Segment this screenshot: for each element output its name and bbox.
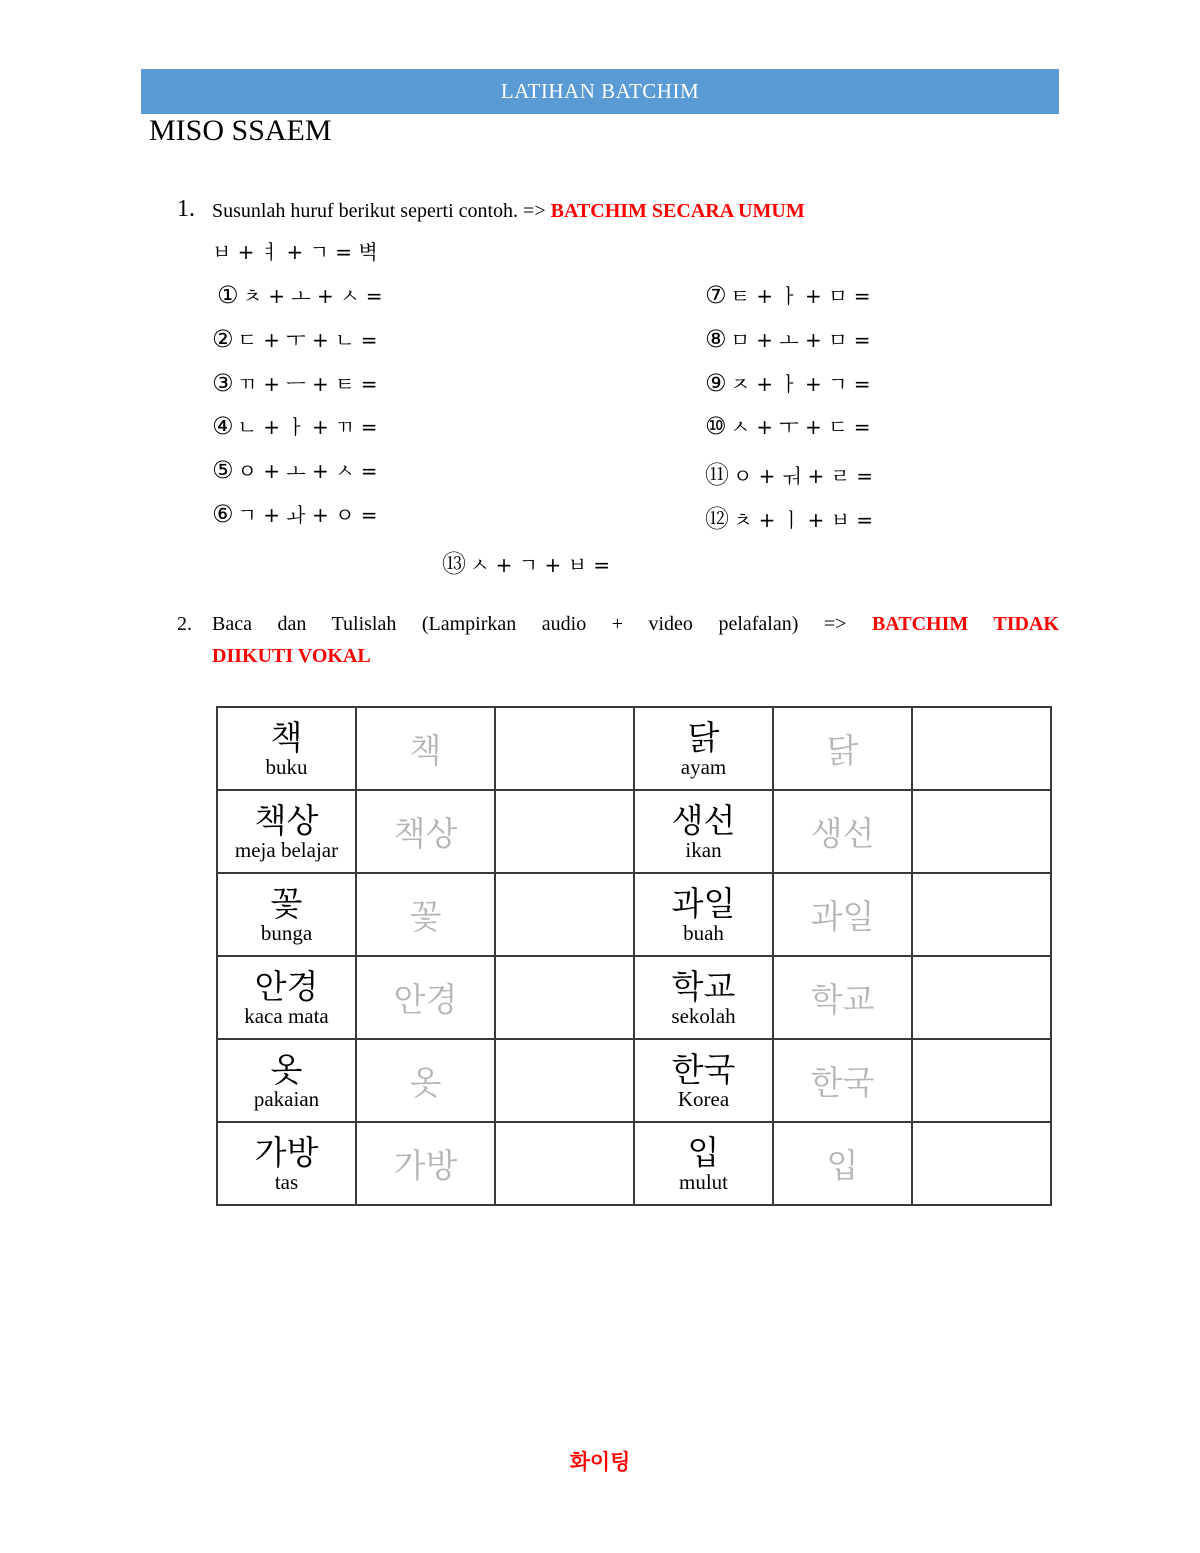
trace-word: 한국: [810, 1063, 875, 1102]
exercise-item: [705, 455, 873, 490]
trace-word: 입: [826, 1146, 859, 1185]
writing-cell[interactable]: [912, 956, 1051, 1039]
question-2-instruction: Baca dan Tulislah (Lampirkan audio + video pelafalan) =>: [212, 613, 872, 635]
korean-word: 과일: [671, 883, 736, 923]
question-1-text: [212, 200, 805, 223]
exercise-item: [705, 411, 871, 440]
exercise-item: [217, 280, 383, 309]
trace-word: 꽃: [409, 897, 442, 936]
question-1-instruction: Susunlah huruf berikut seperti contoh. =>: [212, 200, 551, 222]
table-row: [217, 1039, 1051, 1122]
korean-word: 닭: [687, 717, 720, 757]
exercise-item: [212, 368, 378, 397]
author-name: MISO SSAEM: [149, 114, 332, 147]
exercise-expression: ㅅ + ㄱ + ㅂ =: [470, 553, 611, 577]
trace-word: 가방: [393, 1146, 458, 1185]
exercise-item: [705, 368, 871, 397]
trace-cell: [356, 956, 495, 1039]
trace-cell: [773, 873, 912, 956]
korean-word: 입: [687, 1132, 720, 1172]
trace-word: 책상: [393, 814, 458, 853]
trace-cell: [773, 1039, 912, 1122]
question-1-number: 1.: [177, 196, 195, 222]
korean-word: 학교: [671, 966, 736, 1006]
trace-cell: [356, 1122, 495, 1205]
writing-cell[interactable]: [912, 873, 1051, 956]
word-cell: [634, 956, 773, 1039]
word-meaning: sekolah: [671, 1003, 736, 1028]
question-2-highlight-continued: DIIKUTI VOKAL: [212, 645, 371, 667]
exercise-item: [212, 499, 378, 528]
word-cell: [217, 1122, 356, 1205]
exercise-expression: ㅊ + ㅣ + ㅂ =: [733, 508, 874, 532]
writing-cell[interactable]: [495, 1122, 634, 1205]
header-title: LATIHAN BATCHIM: [500, 79, 700, 103]
word-cell: [634, 1039, 773, 1122]
exercise-number: ⑥: [212, 500, 234, 528]
word-meaning: ikan: [685, 837, 722, 862]
table-row: [217, 1122, 1051, 1205]
word-cell: [217, 707, 356, 790]
korean-word: 안경: [254, 966, 319, 1006]
korean-word: 한국: [671, 1049, 736, 1089]
exercise-number: ④: [212, 412, 234, 440]
korean-word: 꽃: [270, 883, 303, 923]
korean-word: 책: [270, 717, 303, 757]
word-meaning: buku: [265, 754, 308, 779]
exercise-number: ①: [217, 281, 239, 309]
korean-word: 생선: [671, 800, 736, 840]
exercise-expression: ㅇ + ㅗ + ㅅ =: [237, 459, 378, 483]
writing-cell[interactable]: [912, 707, 1051, 790]
word-cell: [634, 707, 773, 790]
word-cell: [634, 873, 773, 956]
exercise-number: ②: [212, 325, 234, 353]
trace-cell: [773, 1122, 912, 1205]
exercise-expression: ㄲ + ㅡ + ㅌ =: [237, 372, 378, 396]
word-cell: [217, 956, 356, 1039]
word-meaning: Korea: [677, 1086, 730, 1111]
word-meaning: ayam: [680, 754, 727, 779]
table-row: [217, 956, 1051, 1039]
trace-cell: [356, 707, 495, 790]
word-cell: [217, 790, 356, 873]
exercise-expression: ㄷ + ㅜ + ㄴ =: [237, 328, 378, 352]
vocabulary-table: [216, 706, 1052, 1206]
korean-word: 책상: [254, 800, 319, 840]
writing-cell[interactable]: [912, 1122, 1051, 1205]
question-1-highlight: BATCHIM SECARA UMUM: [550, 200, 805, 222]
writing-cell[interactable]: [495, 956, 634, 1039]
word-cell: [217, 1039, 356, 1122]
korean-word: 옷: [270, 1049, 303, 1089]
exercise-number: ⑪: [705, 461, 729, 489]
korean-word: 가방: [254, 1132, 319, 1172]
trace-word: 학교: [810, 980, 875, 1019]
exercise-number: ⑫: [705, 505, 729, 533]
exercise-expression: ㅌ + ㅏ + ㅁ =: [730, 284, 871, 308]
trace-word: 과일: [810, 897, 875, 936]
trace-cell: [773, 790, 912, 873]
trace-word: 닭: [826, 731, 859, 770]
exercise-item: [442, 544, 610, 579]
trace-cell: [356, 790, 495, 873]
exercise-expression: ㄱ + ㅘ + ㅇ =: [237, 503, 378, 527]
trace-word: 안경: [393, 980, 458, 1019]
trace-cell: [773, 956, 912, 1039]
exercise-expression: ㅇ + ㅝ + ㄹ =: [733, 464, 874, 488]
footer-cheer: 화이팅: [569, 1450, 631, 1474]
word-meaning: pakaian: [253, 1086, 320, 1111]
trace-cell: [773, 707, 912, 790]
word-meaning: buah: [683, 920, 724, 945]
word-cell: [634, 1122, 773, 1205]
question-2-number: 2.: [177, 613, 192, 635]
exercise-expression: ㄴ + ㅏ + ㄲ =: [237, 415, 378, 439]
word-cell: [217, 873, 356, 956]
exercise-number: ⑦: [705, 281, 727, 309]
exercise-number: ⑬: [442, 550, 466, 578]
exercise-item: [212, 324, 378, 353]
trace-word: 옷: [409, 1063, 442, 1102]
exercise-item: [212, 411, 378, 440]
word-meaning: tas: [274, 1169, 299, 1194]
exercise-item: [705, 280, 871, 309]
exercise-item: [705, 499, 873, 534]
exercise-expression: ㅊ + ㅗ + ㅅ =: [242, 284, 383, 308]
exercise-number: ⑩: [705, 412, 727, 440]
exercise-expression: ㅅ + ㅜ + ㄷ =: [730, 415, 871, 439]
exercise-item: [705, 324, 871, 353]
writing-cell[interactable]: [495, 1039, 634, 1122]
exercise-number: ③: [212, 369, 234, 397]
exercise-number: ⑨: [705, 369, 727, 397]
exercise-item: [212, 455, 378, 484]
exercise-expression: ㅁ + ㅗ + ㅁ =: [730, 328, 871, 352]
word-cell: [634, 790, 773, 873]
word-meaning: bunga: [260, 920, 313, 945]
table-row: [217, 707, 1051, 790]
word-meaning: meja belajar: [234, 837, 339, 862]
trace-word: 생선: [810, 814, 875, 853]
writing-cell[interactable]: [495, 790, 634, 873]
exercise-expression: ㅈ + ㅏ + ㄱ =: [730, 372, 871, 396]
trace-cell: [356, 873, 495, 956]
trace-word: 책: [409, 731, 442, 770]
writing-cell[interactable]: [912, 790, 1051, 873]
writing-cell[interactable]: [495, 873, 634, 956]
exercise-number: ⑧: [705, 325, 727, 353]
writing-cell[interactable]: [495, 707, 634, 790]
word-meaning: kaca mata: [244, 1003, 329, 1028]
question-2-text: [212, 613, 1059, 636]
table-row: [217, 873, 1051, 956]
writing-cell[interactable]: [912, 1039, 1051, 1122]
question-2-highlight: BATCHIM TIDAK: [871, 613, 1059, 635]
table-row: [217, 790, 1051, 873]
header-bar: [141, 69, 1059, 114]
word-meaning: mulut: [678, 1169, 728, 1194]
trace-cell: [356, 1039, 495, 1122]
example-formula: ㅂ + ㅕ + ㄱ = 벽: [212, 240, 378, 264]
exercise-number: ⑤: [212, 456, 234, 484]
